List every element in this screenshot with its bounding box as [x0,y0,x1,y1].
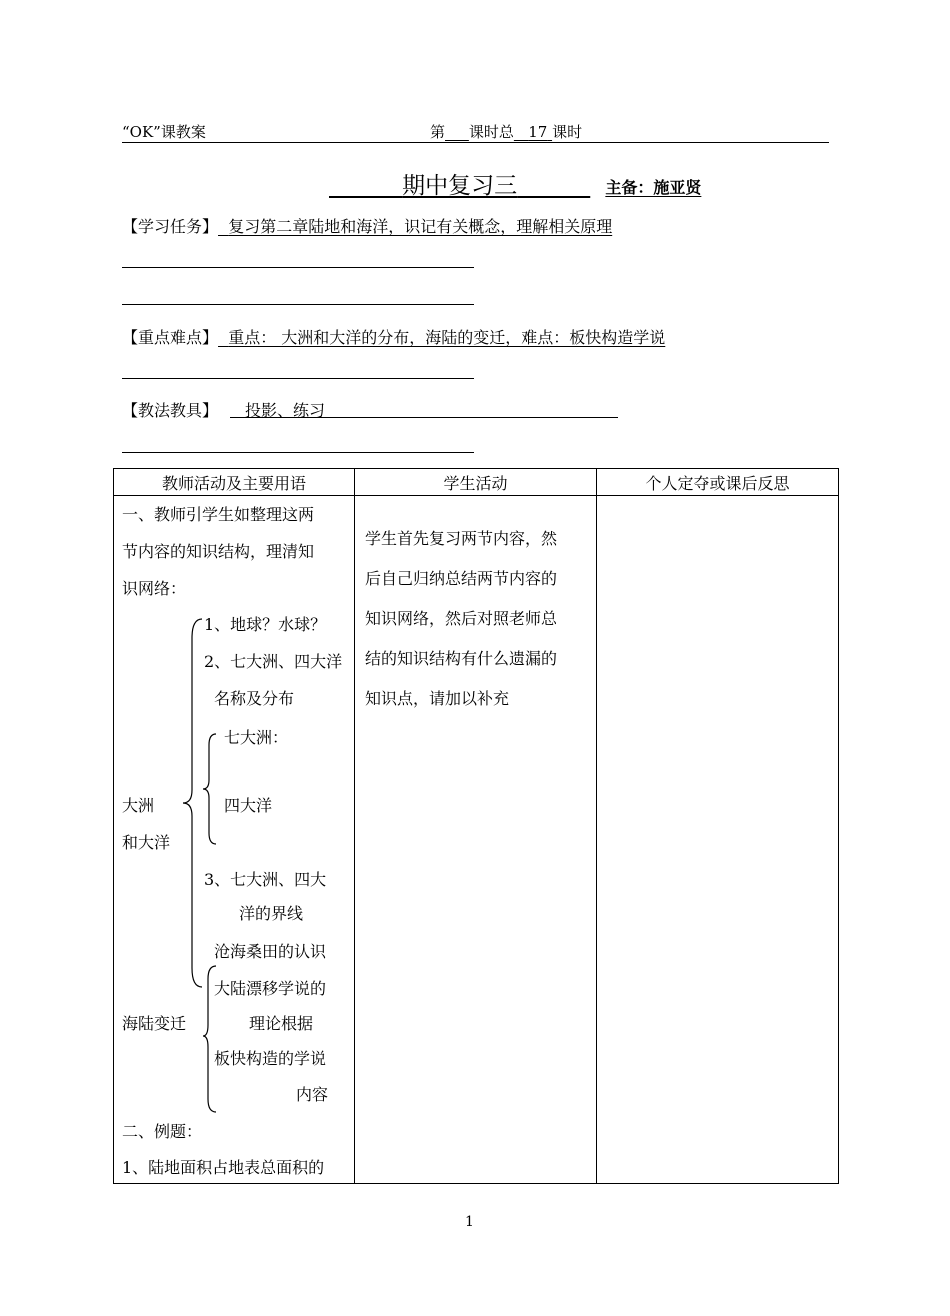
item-3a: 3、七大洲、四大 [204,870,327,889]
item-5b: 理论根据 [249,1014,314,1033]
intro-line: 一、教师引学生如整理这两 [122,505,315,524]
group-land-sea-change: 海陆变迁 [122,1014,187,1033]
key-field [122,325,665,348]
example-1: 1、陆地面积占地表总面积的 [122,1158,325,1177]
item-6a: 板快构造的学说 [214,1049,327,1068]
lesson-table [113,468,839,1184]
method-field [122,398,218,421]
teacher-activity-cell [114,496,355,1184]
sub-continents: 七大洲： [224,728,289,747]
page-title: 期中复习三 [402,173,518,199]
task-label: 【学习任务】 [122,217,219,236]
key-label: 【重点难点】 [122,328,219,347]
student-line: 知识点，请加以补充 [365,689,510,708]
page-number: 1 [465,1214,474,1230]
intro-line: 识网络： [122,579,187,598]
reflection-content [597,496,838,1183]
blank-line [122,378,474,379]
header-suffix: 课时 [552,123,583,141]
col-header-reflection: 个人定夺或课后反思 [597,469,839,496]
student-line: 知识网络，然后对照老师总 [365,609,558,628]
method-underline [230,417,618,418]
header-prefix: 第 [430,123,446,141]
group-continents-oceans: 大洲 [122,796,155,815]
left-brace-inner [202,733,218,845]
sub-oceans: 四大洋 [224,796,273,815]
blank-line [122,267,474,268]
item-5a: 大陆漂移学说的 [214,979,327,998]
lesson-number-blank [445,123,469,141]
student-line: 后自己归纳总结两节内容的 [365,569,558,588]
intro-line: 节内容的知识结构，理清知 [122,542,315,561]
header-mid: 课时总 [468,123,514,141]
col-header-student: 学生活动 [355,469,597,496]
student-activity-cell [355,496,597,1184]
col-header-teacher: 教师活动及主要用语 [114,469,355,496]
item-6b: 内容 [296,1085,329,1104]
author: 主备：施亚贤 [605,178,702,197]
item-2a: 2、七大洲、四大洋 [204,652,343,671]
item-4: 沧海桑田的认识 [214,942,327,961]
group-continents-oceans: 和大洋 [122,833,171,852]
key-value: 重点： 大洲和大洋的分布，海陆的变迁，难点：板快构造学说 [228,328,666,347]
header-rule [122,142,829,143]
student-line: 结的知识结构有什么遗漏的 [365,649,558,668]
task-field [122,214,612,237]
blank-line [122,452,474,453]
example-title: 二、例题： [122,1122,203,1141]
header-center [430,121,582,142]
header-left: “OK”课教案 [122,123,206,141]
blank-line [122,304,474,305]
method-label: 【教法教具】 [122,401,219,420]
total-lessons: 17 [528,123,548,141]
title-line [329,167,701,200]
item-1: 1、地球？水球？ [204,615,327,634]
student-line: 学生首先复习两节内容，然 [365,529,558,548]
task-value: 复习第二章陆地和海洋，识记有关概念，理解相关原理 [228,217,613,236]
item-3b: 洋的界线 [239,904,304,923]
method-value: 投影、练习 [245,401,326,420]
reflection-cell[interactable] [597,496,839,1184]
item-2b: 名称及分布 [214,689,295,708]
